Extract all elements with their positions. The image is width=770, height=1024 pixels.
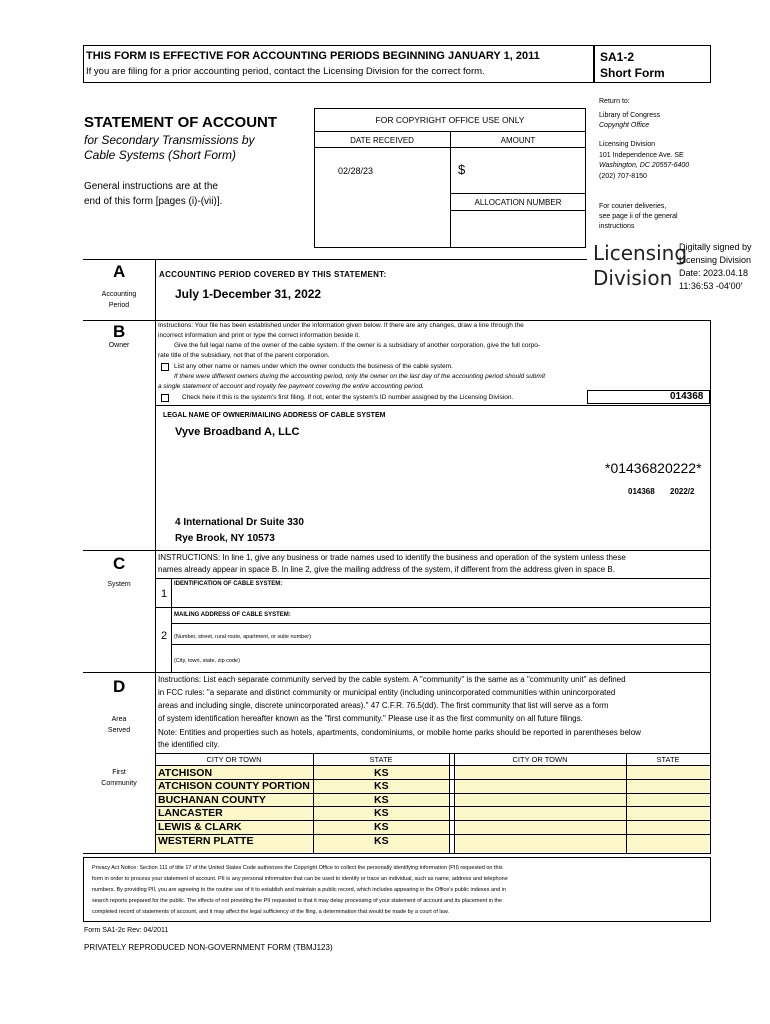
privacy-line-1: Privacy Act Notice: Section 111 of title 17 of the United States Code authorizes the Copyright Office to collect the personally identifying information (PII) requested on this (92, 865, 503, 871)
general-instructions-1: General instructions are at the (84, 181, 218, 192)
section-d-label-2: Served (107, 727, 131, 734)
first-community-label-1: First (112, 769, 126, 776)
b-instructions-3: Give the full legal name of the owner of the cable system. If the owner is a subsidiary of another corporation, give the full corpo- (174, 342, 540, 349)
identification-label: IDENTIFICATION OF CABLE SYSTEM: (174, 581, 283, 587)
community-city[interactable]: BUCHANAN COUNTY (158, 794, 266, 806)
private-reproduction: PRIVATELY REPRODUCED NON-GOVERNMENT FORM (TBMJ123) (84, 943, 333, 952)
d-instructions-4: of system identification hereafter known as the "first community." Please use it as the first community on all future filings. (158, 714, 583, 723)
privacy-line-2: form in order to process your statement of account. PII is any personal information that can be used to identify or trace an individual, such as name, address and telephone (92, 876, 508, 882)
return-phone: (202) 707-8150 (599, 173, 647, 180)
b-instructions-2: incorrect information and print or type the correct information beside it. (158, 332, 360, 339)
b-instructions-6: If there were different owners during the accounting period, only the owner on the last day of the accounting period should submit (174, 373, 546, 380)
return-division: Licensing Division (599, 141, 656, 148)
d-instructions-6: the identified city. (158, 740, 220, 749)
id-small: 014368 (628, 487, 655, 496)
digital-sig-4: 11:36:53 -04'00' (679, 281, 743, 291)
community-state[interactable]: KS (374, 821, 389, 833)
b-instructions-1: Instructions: Your file has been established under the information given below. If there are any changes, draw a line through the (158, 322, 524, 329)
general-instructions-2: end of this form [pages (i)-(vii)]. (84, 196, 223, 207)
statement-subtitle-2: Cable Systems (Short Form) (84, 148, 237, 162)
effective-line: THIS FORM IS EFFECTIVE FOR ACCOUNTING PERIODS BEGINNING JANUARY 1, 2011 (86, 50, 540, 62)
community-city[interactable]: ATCHISON (158, 767, 213, 779)
date-received-value: 02/28/23 (338, 166, 374, 176)
community-state[interactable]: KS (374, 807, 389, 819)
section-a-letter: A (113, 262, 126, 281)
form-code: SA1-2 (600, 50, 635, 64)
prior-period-line: If you are filing for a prior accounting period, contact the Licensing Division for the correct form. (86, 66, 485, 77)
community-state[interactable]: KS (374, 794, 389, 806)
d-instructions-2: in FCC rules: "a separate and distinct community or municipal entity (including unincorporated communities within unincorporated (158, 688, 616, 697)
system-id-value[interactable]: 014368 (670, 391, 704, 402)
community-state[interactable]: KS (374, 780, 389, 792)
statement-subtitle-1: for Secondary Transmissions by (84, 133, 255, 147)
community-state[interactable]: KS (374, 767, 389, 779)
return-to-line-1: Library of Congress (599, 112, 661, 119)
community-city[interactable]: WESTERN PLATTE (158, 835, 254, 847)
courier-2: see page ii of the general (599, 213, 678, 220)
barcode-text: *01436820222* (605, 460, 702, 476)
other-names-checkbox[interactable] (161, 363, 169, 371)
community-city[interactable]: LANCASTER (158, 807, 223, 819)
return-to-line-2: Copyright Office (599, 122, 650, 129)
b-instructions-5: List any other name or names under which the owner conducts the business of the cable system. (174, 363, 453, 370)
mailing-address-label: MAILING ADDRESS OF CABLE SYSTEM: (174, 612, 291, 618)
first-filing-checkbox[interactable] (161, 394, 169, 402)
courier-1: For courier deliveries, (599, 203, 667, 210)
c-instructions-2: names already appear in space B. In line 2, give the mailing address of the system, if different from the address given in space B. (158, 565, 615, 574)
statement-title: STATEMENT OF ACCOUNT (84, 114, 278, 131)
street-hint: (Number, street, rural route, apartment, or suite number) (174, 634, 311, 640)
section-c-label: System (107, 581, 131, 588)
d-instructions-3: areas and including single, discrete unincorporated areas)." 47 C.F.R. 76.5(dd). The first community that list will serve as a form (158, 701, 609, 710)
courier-3: instructions (599, 223, 635, 230)
form-type: Short Form (600, 66, 665, 80)
return-to-label: Return to: (599, 98, 630, 105)
c-line-1-number: 1 (161, 588, 168, 600)
section-a-label-2: Period (108, 302, 130, 309)
community-city[interactable]: LEWIS & CLARK (158, 821, 242, 833)
signature-name-1: Licensing (593, 241, 688, 265)
accounting-period-value[interactable]: July 1-December 31, 2022 (175, 287, 322, 301)
c-line-2-number: 2 (161, 630, 168, 642)
privacy-line-4: search reports prepared for the public. The effects of not providing the PII requested is that it may delay processing of your statement of account and its placement in the (92, 898, 503, 904)
section-a-label-1: Accounting (101, 291, 137, 298)
first-community-label-2: Community (101, 780, 137, 787)
col-state-header-2: STATE (656, 755, 680, 764)
dollar-sign: $ (458, 162, 466, 177)
owner-address-2[interactable]: Rye Brook, NY 10573 (175, 533, 275, 544)
digital-sig-1: Digitally signed by (679, 242, 752, 252)
col-state-header: STATE (369, 755, 393, 764)
city-hint: (City, town, state, zip code) (174, 658, 240, 664)
digital-sig-3: Date: 2023.04.18 (679, 268, 749, 278)
legal-name-label: LEGAL NAME OF OWNER/MAILING ADDRESS OF CABLE SYSTEM (163, 412, 386, 419)
allocation-number-label: ALLOCATION NUMBER (474, 198, 562, 207)
accounting-period-heading: ACCOUNTING PERIOD COVERED BY THIS STATEMENT: (159, 270, 387, 279)
community-state[interactable]: KS (374, 835, 389, 847)
office-use-heading: FOR COPYRIGHT OFFICE USE ONLY (375, 115, 525, 125)
form-revision: Form SA1-2c Rev: 04/2011 (84, 927, 169, 934)
d-instructions-1: Instructions: List each separate community served by the cable system. A "community" is the same as a "community unit" as defined (158, 675, 626, 684)
date-received-label: DATE RECEIVED (350, 136, 414, 145)
digital-sig-2: Licensing Division (679, 255, 752, 265)
section-d-letter: D (113, 677, 126, 696)
privacy-line-5: completed record of statements of account, and it may affect the legal sufficiency of the fling, a determination that would be made by a court of law. (92, 909, 449, 915)
section-d-label-1: Area (111, 716, 127, 723)
period-small: 2022/2 (670, 487, 695, 496)
section-b-letter: B (113, 322, 126, 341)
b-instructions-7: a single statement of account and royalty fee payment covering the entire accounting period. (158, 383, 424, 390)
owner-name[interactable]: Vyve Broadband A, LLC (175, 426, 300, 438)
signature-name-2: Division (593, 266, 673, 290)
b-instructions-4: rate title of the subsidiary, not that of the parent corporation. (158, 352, 330, 359)
return-address-1: 101 Independence Ave. SE (599, 152, 684, 159)
amount-label: AMOUNT (500, 136, 536, 145)
section-b-label: Owner (108, 342, 130, 349)
section-c-letter: C (113, 554, 126, 573)
owner-address-1[interactable]: 4 International Dr Suite 330 (175, 517, 304, 528)
privacy-line-3: numbers. By providing PII, you are agreeing to the routine use of it to establish and maintain a public record, which includes appearing in the Office's public indexes and in (92, 887, 506, 893)
return-address-2: Washington, DC 20557-6400 (599, 162, 690, 169)
c-instructions-1: INSTRUCTIONS: In line 1, give any business or trade names used to identify the business and operation of the system unless these (158, 553, 626, 562)
col-city-header: CITY OR TOWN (206, 755, 262, 764)
col-city-header-2: CITY OR TOWN (512, 755, 568, 764)
d-instructions-5: Note: Entities and properties such as hotels, apartments, condominiums, or mobile home parks should be reported in parentheses below (158, 728, 641, 737)
community-city[interactable]: ATCHISON COUNTY PORTION (158, 780, 310, 792)
b-instructions-8: Check here if this is the system's first filing. If not, enter the system's ID number assigned by the Licensing Division. (182, 394, 514, 401)
